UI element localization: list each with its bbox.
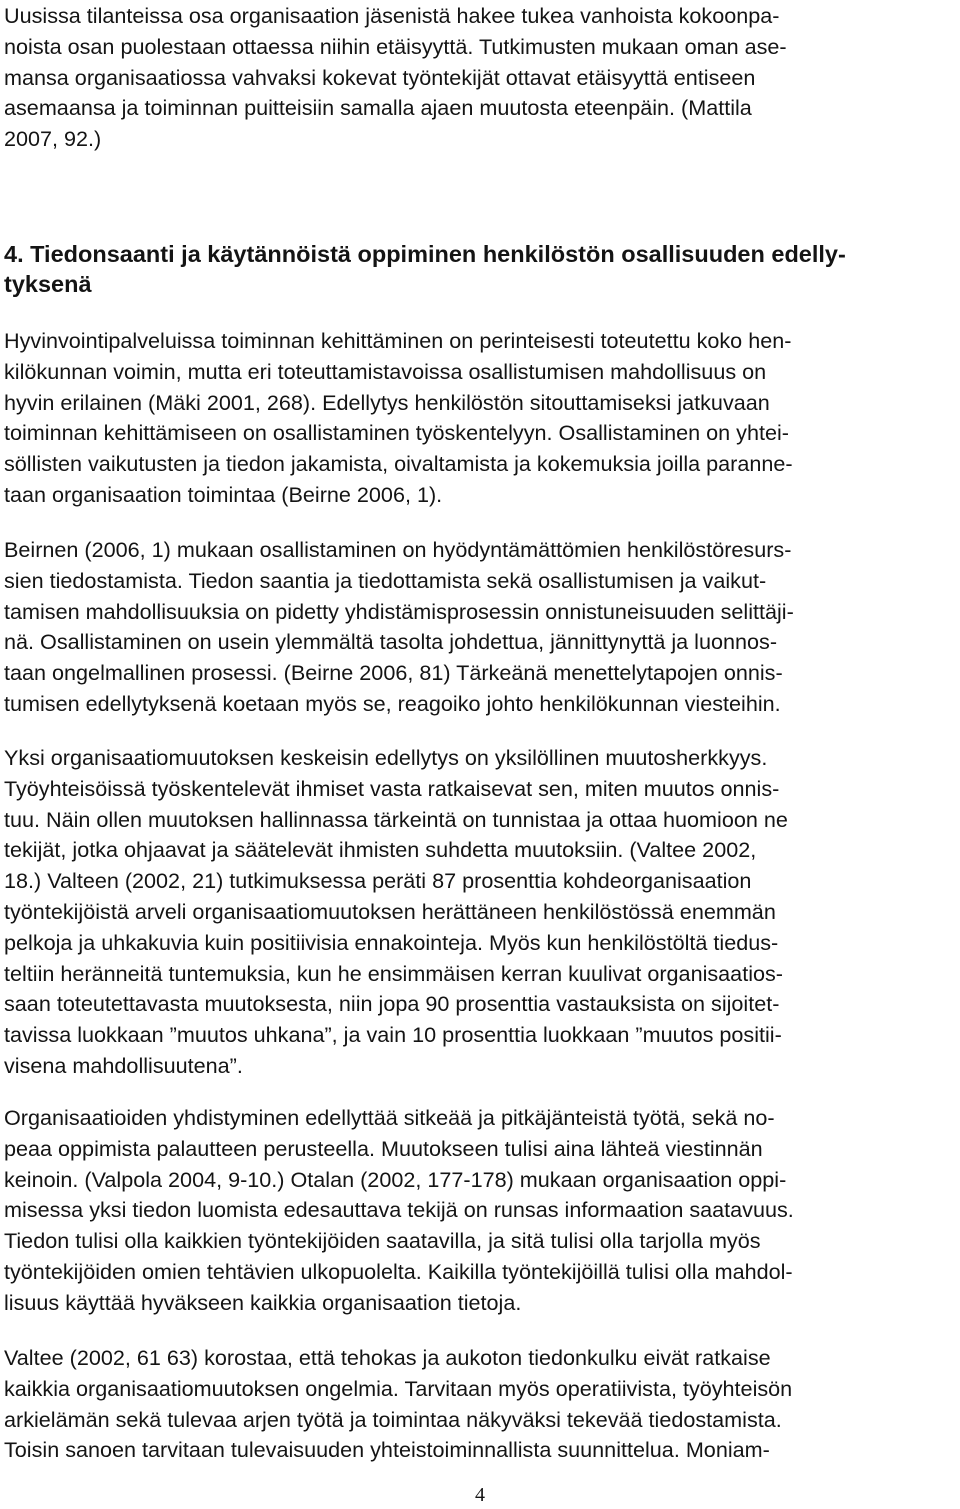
text-line: Tiedon tulisi olla kaikkien työntekijöiden saatavilla, ja sitä tulisi olla tarjolla myös: [4, 1228, 761, 1254]
text-line: teltiin heränneitä tuntemuksia, kun he ensimmäisen kerran kuulivat organisaatios-: [4, 960, 783, 986]
text-line: Beirnen (2006, 1) mukaan osallistaminen on hyödyntämättömien henkilöstöresurs-: [4, 537, 792, 562]
paragraph-4: [4, 1103, 957, 1319]
text-line: 18.) Valteen (2002, 21) tutkimuksessa peräti 87 prosenttia kohdeorganisaation: [4, 868, 752, 894]
heading-line: tyksenä: [4, 271, 92, 297]
text-line: söllisten vaikutusten ja tiedon jakamista, oivaltamista ja kokemuksia joilla paranne-: [4, 451, 793, 477]
text-line: asemaansa ja toiminnan puitteisiin samalla ajaen muutosta eteenpäin. (Mattila: [4, 95, 752, 121]
section-heading: [4, 239, 957, 299]
page-number: 4: [475, 1484, 485, 1506]
text-line: nä. Osallistaminen on usein ylemmältä tasolta johdettua, jännittynyttä ja luonnos-: [4, 629, 778, 655]
paragraph-2: [4, 535, 957, 720]
text-line: työntekijöistä arveli organisaatiomuutoksen herättäneen henkilöstössä enemmän: [4, 898, 776, 924]
text-line: tuu. Näin ollen muutoksen hallinnassa tärkeintä on tunnistaa ja ottaa huomioon ne: [4, 806, 788, 832]
text-line: Uusissa tilanteissa osa organisaation jäsenistä hakee tukea vanhoista kokoonpa-: [4, 3, 780, 28]
text-line: tamisen mahdollisuuksia on pidetty yhdistämisprosessin onnistuneisuuden selittäji-: [4, 598, 794, 624]
text-line: toiminnan kehittämiseen on osallistaminen työskentelyyn. Osallistaminen on yhtei-: [4, 420, 789, 446]
text-line: taan organisaation toimintaa (Beirne 2006, 1).: [4, 481, 443, 507]
paragraph-1: [4, 326, 957, 511]
intro-paragraph: [4, 1, 957, 155]
text-line: tumisen edellytyksenä koetaan myös se, reagoiko johto henkilökunnan viesteihin.: [4, 690, 781, 716]
text-line: keinoin. (Valpola 2004, 9-10.) Otalan (2002, 177-178) mukaan organisaation oppi-: [4, 1166, 787, 1192]
text-line: Organisaatioiden yhdistyminen edellyttää sitkeää ja pitkäjänteistä työtä, sekä no-: [4, 1105, 775, 1130]
text-line: hyvin erilainen (Mäki 2001, 268). Edellytys henkilöstön sitouttamiseksi jatkuvaan: [4, 389, 770, 415]
paragraph-5: [4, 1343, 957, 1466]
text-line: työntekijöiden omien tehtävien ulkopuolelta. Kaikilla työntekijöillä tulisi olla mahdol-: [4, 1258, 793, 1284]
text-line: 2007, 92.): [4, 126, 102, 152]
text-line: tavissa luokkaan ”muutos uhkana”, ja vain 10 prosenttia luokkaan ”muutos positii-: [4, 1022, 782, 1048]
text-line: mansa organisaatiossa vahvaksi kokevat työntekijät ottavat etäisyyttä entiseen: [4, 64, 756, 90]
text-line: misessa yksi tiedon luomista edesauttava tekijä on runsas informaation saatavuus.: [4, 1197, 794, 1223]
text-line: pelkoja ja uhkakuvia kuin positiivisia ennakointeja. Myös kun henkilöstöltä tiedus-: [4, 929, 779, 955]
text-line: Valtee (2002, 61 63) korostaa, että tehokas ja aukoton tiedonkulku eivät ratkaise: [4, 1345, 771, 1370]
text-line: kaikkia organisaatiomuutoksen ongelmia. Tarvitaan myös operatiivista, työyhteisön: [4, 1375, 793, 1401]
text-line: Yksi organisaatiomuutoksen keskeisin edellytys on yksilöllinen muutosherkkyys.: [4, 745, 768, 770]
text-line: arkielämän sekä tulevaa arjen työtä ja toimintaa näkyväksi tekevää tiedostamista.: [4, 1406, 782, 1432]
text-line: taan ongelmallinen prosessi. (Beirne 2006, 81) Tärkeänä menettelytapojen onnis-: [4, 660, 783, 686]
heading-line: 4. Tiedonsaanti ja käytännöistä oppiminen henkilöstön osallisuuden edelly-: [4, 241, 846, 267]
text-line: kilökunnan voimin, mutta eri toteuttamistavoissa osallistumisen mahdollisuus on: [4, 358, 767, 384]
text-line: noista osan puolestaan ottaessa niihin etäisyyttä. Tutkimusten mukaan oman ase-: [4, 33, 787, 59]
text-line: Hyvinvointipalveluissa toiminnan kehittäminen on perinteisesti toteutettu koko hen-: [4, 328, 792, 353]
text-line: peaa oppimista palautteen perusteella. Muutokseen tulisi aina lähteä viestinnän: [4, 1135, 763, 1161]
text-line: lisuus käyttää hyväkseen kaikkia organisaation tietoja.: [4, 1289, 522, 1315]
text-line: Työyhteisöissä työskentelevät ihmiset vasta ratkaisevat sen, miten muutos onnis-: [4, 775, 780, 801]
paragraph-3: [4, 743, 957, 1082]
text-line: tekijät, jotka ohjaavat ja säätelevät ihmisten suhdetta muutoksiin. (Valtee 2002,: [4, 837, 757, 863]
text-line: saan toteutettavasta muutoksesta, niin jopa 90 prosenttia vastauksista on sijoitet-: [4, 991, 780, 1017]
text-line: Toisin sanoen tarvitaan tulevaisuuden yhteistoiminnallista suunnittelua. Moniam-: [4, 1437, 770, 1463]
text-line: visena mahdollisuutena”.: [4, 1052, 243, 1078]
text-line: sien tiedostamista. Tiedon saantia ja tiedottamista sekä osallistumisen ja vaikut-: [4, 567, 767, 593]
